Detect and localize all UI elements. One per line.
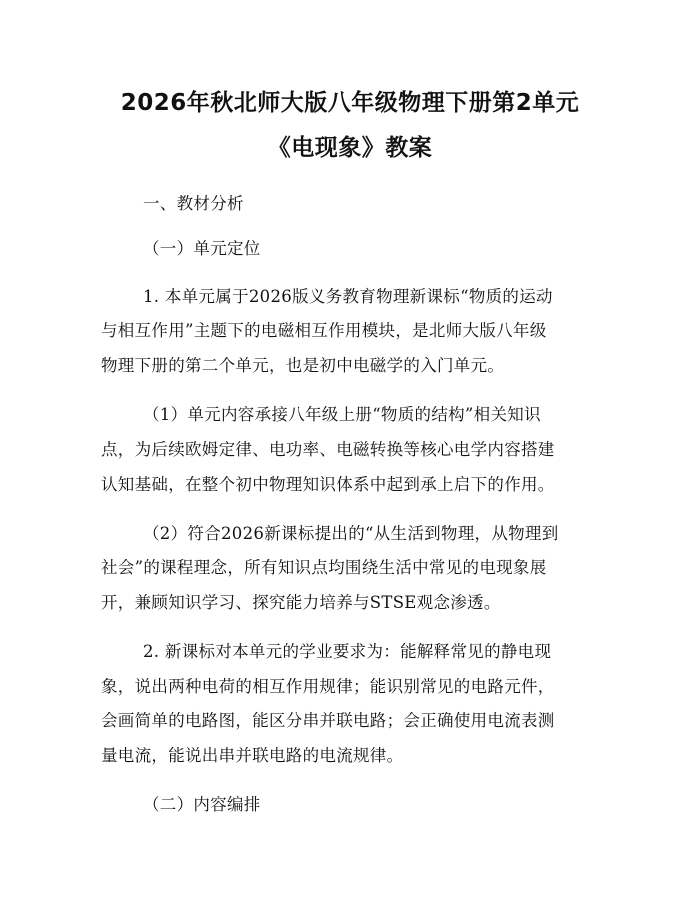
paragraph-1-line-3: 物理下册的第二个单元，也是初中电磁学的入门单元。 — [101, 356, 505, 375]
paragraph-4-line-3: 会画简单的电路图，能区分串并联电路；会正确使用电流表测 — [101, 711, 555, 730]
document-title-line-1: 2026年秋北师大版八年级物理下册第2单元 — [120, 90, 580, 116]
section-heading-textbook-analysis: 一、教材分析 — [143, 194, 244, 213]
paragraph-2-line-1: （1）单元内容承接八年级上册“物质的结构”相关知识 — [143, 405, 541, 424]
paragraph-3-line-2: 社会”的课程理念，所有知识点均围绕生活中常见的电现象展 — [101, 558, 547, 577]
document-title-line-2: 《电现象》教案 — [267, 135, 433, 161]
paragraph-4-line-4: 量电流，能说出串并联电路的电流规律。 — [101, 746, 404, 765]
subsection-heading-content-arrangement: （二）内容编排 — [143, 795, 261, 814]
paragraph-4-line-2: 象，说出两种电荷的相互作用规律；能识别常见的电路元件， — [101, 677, 555, 696]
paragraph-4-line-1: 2. 新课标对本单元的学业要求为：能解释常见的静电现 — [143, 642, 552, 661]
paragraph-2-line-2: 点，为后续欧姆定律、电功率、电磁转换等核心电学内容搭建 — [101, 440, 555, 459]
paragraph-3-line-3: 开，兼顾知识学习、探究能力培养与STSE观念渗透。 — [101, 593, 501, 612]
paragraph-1-line-2: 与相互作用”主题下的电磁相互作用模块，是北师大版八年级 — [101, 321, 547, 340]
paragraph-1-line-1: 1. 本单元属于2026版义务教育物理新课标“物质的运动 — [143, 287, 553, 306]
subsection-heading-unit-positioning: （一）单元定位 — [143, 239, 261, 258]
paragraph-3-line-1: （2）符合2026新课标提出的“从生活到物理，从物理到 — [143, 524, 559, 543]
paragraph-2-line-3: 认知基础，在整个初中物理知识体系中起到承上启下的作用。 — [101, 475, 555, 494]
